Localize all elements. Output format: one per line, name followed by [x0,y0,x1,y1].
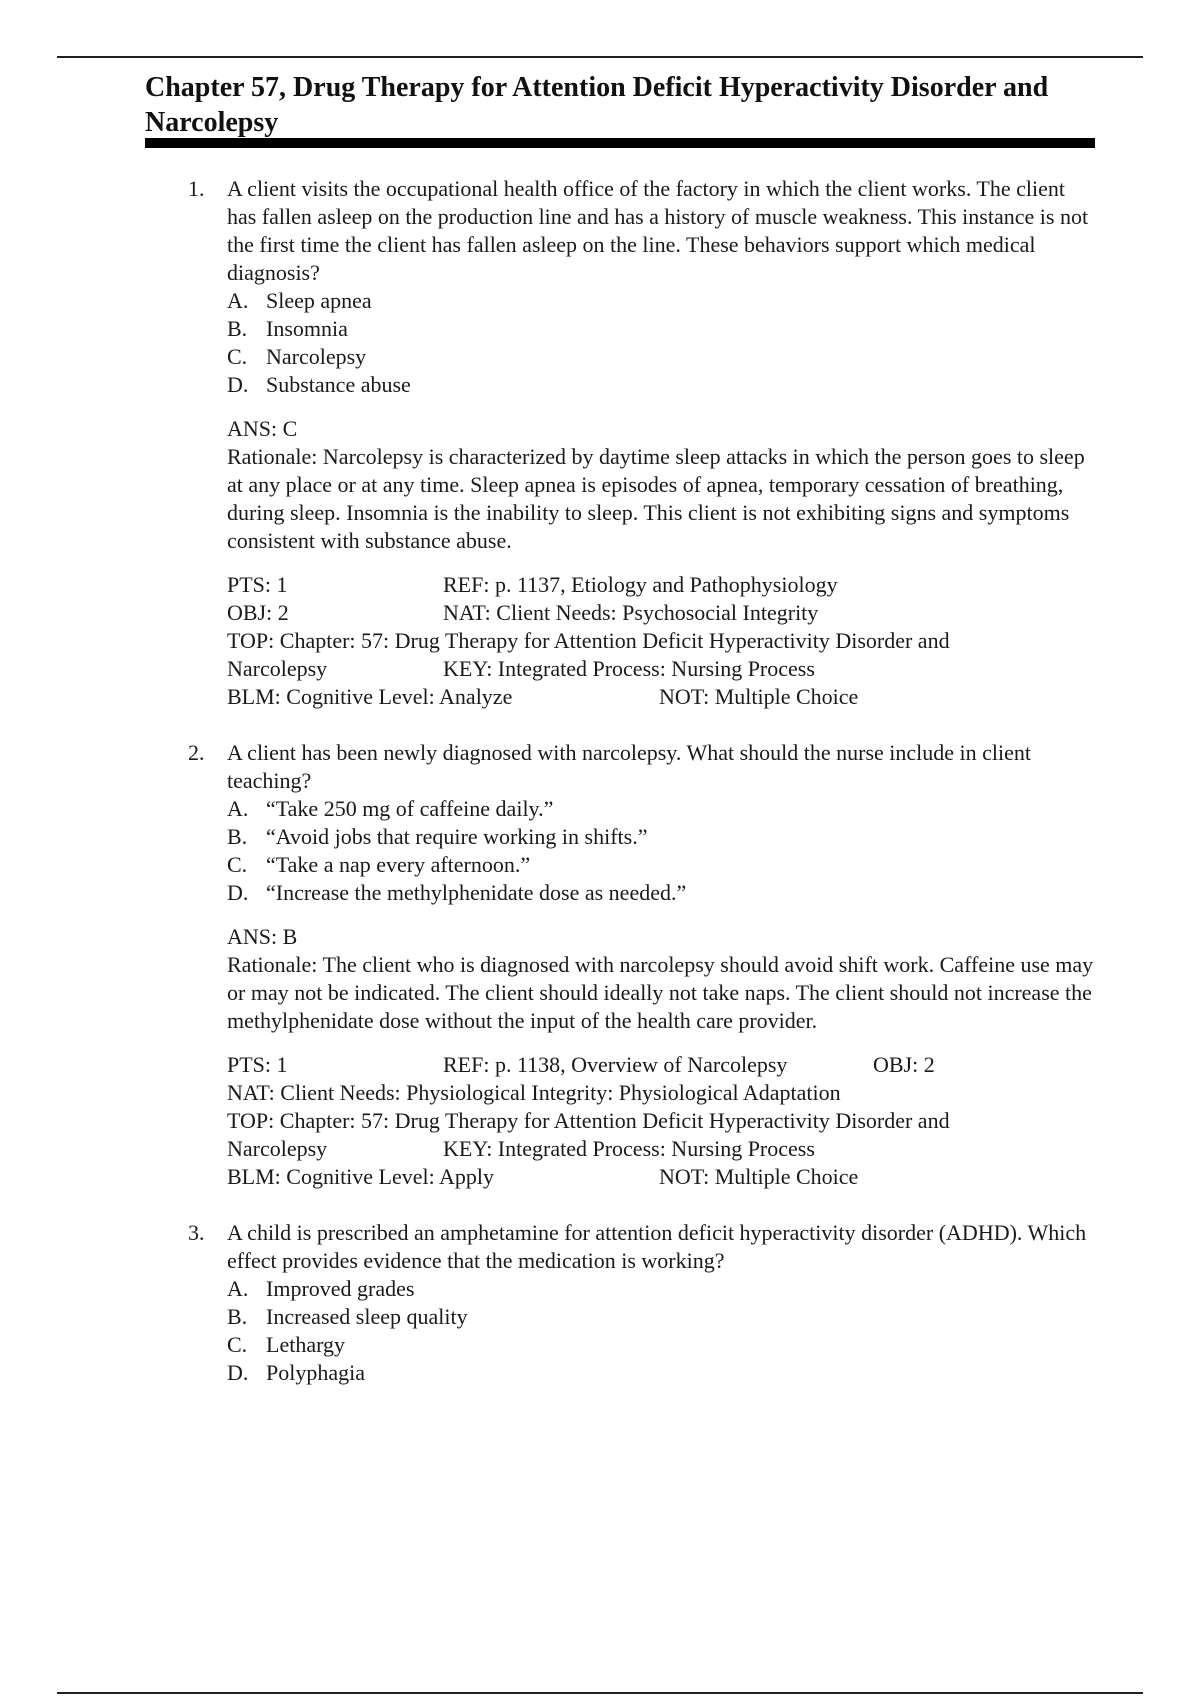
question-number: 3. [188,1220,205,1245]
answer-key: ANS: B [227,924,298,949]
question-stem: A client has been newly diagnosed with narcolepsy. What should the nurse include in client teaching? [227,740,1032,793]
bottom-rule [57,1692,1143,1694]
option-c [227,851,1095,879]
meta-top-continued: Narcolepsy [227,1136,328,1161]
meta-not: NOT: Multiple Choice [659,684,859,709]
option-a [227,795,1095,823]
option-letter: B. [227,1304,248,1329]
rationale: Rationale: The client who is diagnosed with narcolepsy should avoid shift work. Caffeine use may or may not be indicated. The client should ideally not take naps. The client should not increase the methylphenidate dose without the input of the health care provider. [227,952,1094,1033]
option-b [227,823,1095,851]
meta-pts: PTS: 1 [227,1052,288,1077]
question-list [145,175,1095,1387]
meta-obj: OBJ: 2 [227,600,289,625]
answer-options [227,1275,1095,1387]
option-d [227,879,1095,907]
meta-not: NOT: Multiple Choice [659,1164,859,1189]
question-2 [145,739,1095,1191]
meta-top: TOP: Chapter: 57: Drug Therapy for Attention Deficit Hyperactivity Disorder and [227,628,950,653]
option-letter: D. [227,880,249,905]
option-letter: C. [227,852,248,877]
question-metadata [227,571,1095,711]
option-text: “Avoid jobs that require working in shifts.” [266,824,648,849]
meta-nat: NAT: Client Needs: Psychosocial Integrity [443,600,819,625]
meta-top: TOP: Chapter: 57: Drug Therapy for Attention Deficit Hyperactivity Disorder and [227,1108,950,1133]
option-text: Narcolepsy [266,344,367,369]
option-d [227,371,1095,399]
meta-top-continued: Narcolepsy [227,656,328,681]
meta-key: KEY: Integrated Process: Nursing Process [443,1136,815,1161]
question-stem: A client visits the occupational health office of the factory in which the client works. The client has fallen asleep on the production line and has a history of muscle weakness. This instance is not the first time the client has fallen asleep on the line. These behaviors support which medical diagnosis? [227,176,1089,285]
answer-options [227,795,1095,907]
option-text: Increased sleep quality [266,1304,468,1329]
meta-nat: NAT: Client Needs: Physiological Integrity: Physiological Adaptation [227,1080,841,1105]
meta-key: KEY: Integrated Process: Nursing Process [443,656,815,681]
option-text: Sleep apnea [266,288,372,313]
option-c [227,1331,1095,1359]
meta-blm: BLM: Cognitive Level: Analyze [227,684,513,709]
question-number: 1. [188,176,205,201]
option-letter: C. [227,344,248,369]
option-text: Polyphagia [266,1360,365,1385]
option-text: “Take 250 mg of caffeine daily.” [266,796,554,821]
meta-blm: BLM: Cognitive Level: Apply [227,1164,495,1189]
option-letter: D. [227,1360,249,1385]
top-rule [57,56,1143,58]
question-metadata [227,1051,1095,1191]
option-text: “Increase the methylphenidate dose as needed.” [266,880,687,905]
option-text: “Take a nap every afternoon.” [266,852,531,877]
option-d [227,1359,1095,1387]
option-letter: A. [227,288,249,313]
option-b [227,1303,1095,1331]
option-letter: D. [227,372,249,397]
option-letter: A. [227,1276,249,1301]
option-letter: B. [227,316,248,341]
option-letter: B. [227,824,248,849]
option-text: Lethargy [266,1332,346,1357]
option-letter: C. [227,1332,248,1357]
title-underline-bar [145,138,1095,148]
meta-ref: REF: p. 1137, Etiology and Pathophysiology [443,572,838,597]
question-stem: A child is prescribed an amphetamine for attention deficit hyperactivity disorder (ADHD). Which effect provides evidence that the medication is working? [227,1220,1087,1273]
option-text: Substance abuse [266,372,411,397]
meta-ref: REF: p. 1138, Overview of Narcolepsy [443,1052,788,1077]
answer-options [227,287,1095,399]
meta-obj: OBJ: 2 [873,1052,935,1077]
option-text: Improved grades [266,1276,415,1301]
option-letter: A. [227,796,249,821]
option-a [227,287,1095,315]
rationale: Rationale: Narcolepsy is characterized by daytime sleep attacks in which the person goes to sleep at any place or at any time. Sleep apnea is episodes of apnea, temporary cessation of breathing, during sleep. Insomnia is the inability to sleep. This client is not exhibiting signs and symptoms consistent with substance abuse. [227,444,1085,553]
option-c [227,343,1095,371]
option-a [227,1275,1095,1303]
question-3 [145,1219,1095,1387]
option-text: Insomnia [266,316,348,341]
meta-pts: PTS: 1 [227,572,288,597]
page-title: Chapter 57, Drug Therapy for Attention Deficit Hyperactivity Disorder and Narcolepsy [145,72,1049,138]
answer-key: ANS: C [227,416,298,441]
question-1 [145,175,1095,711]
option-b [227,315,1095,343]
question-number: 2. [188,740,205,765]
